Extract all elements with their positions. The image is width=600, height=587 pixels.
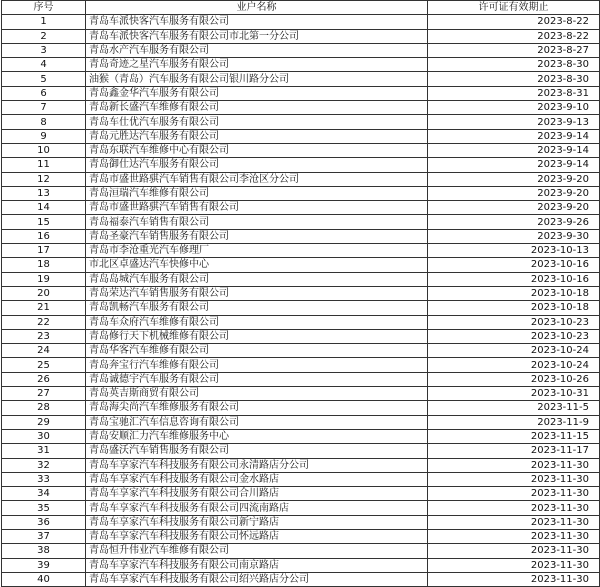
header-index: 序号	[2, 1, 86, 15]
row-index: 16	[2, 229, 86, 243]
row-license-expiry: 2023-9-26	[428, 215, 600, 229]
table-row	[2, 129, 600, 143]
row-business-name: 青岛车享家汽车科技服务有限公司绍兴路店分公司	[86, 572, 428, 586]
table-row	[2, 86, 600, 100]
table-row	[2, 301, 600, 315]
row-index: 22	[2, 315, 86, 329]
table-row	[2, 429, 600, 443]
row-license-expiry: 2023-11-30	[428, 501, 600, 515]
row-business-name: 油猴（青岛）汽车服务有限公司银川路分公司	[86, 72, 428, 86]
row-license-expiry: 2023-11-30	[428, 572, 600, 586]
row-business-name: 青岛英吉斯商贸有限公司	[86, 387, 428, 401]
row-business-name: 青岛华客汽车维修有限公司	[86, 344, 428, 358]
row-index: 20	[2, 286, 86, 300]
row-index: 4	[2, 58, 86, 72]
row-index: 21	[2, 301, 86, 315]
row-index: 38	[2, 544, 86, 558]
row-index: 36	[2, 515, 86, 529]
row-license-expiry: 2023-10-16	[428, 272, 600, 286]
row-business-name: 青岛市盛世路骐汽车销售有限公司	[86, 201, 428, 215]
table-body	[2, 15, 600, 587]
row-business-name: 青岛车享家汽车科技服务有限公司四流南路店	[86, 501, 428, 515]
row-license-expiry: 2023-10-18	[428, 301, 600, 315]
row-business-name: 青岛水产汽车服务有限公司	[86, 43, 428, 57]
row-index: 25	[2, 358, 86, 372]
table-row	[2, 229, 600, 243]
table-row	[2, 387, 600, 401]
table-row	[2, 29, 600, 43]
row-business-name: 青岛奔宝行汽车维修有限公司	[86, 358, 428, 372]
row-index: 3	[2, 43, 86, 57]
row-index: 29	[2, 415, 86, 429]
row-business-name: 市北区卓盛达汽车快修中心	[86, 258, 428, 272]
row-license-expiry: 2023-8-30	[428, 72, 600, 86]
row-index: 28	[2, 401, 86, 415]
table-row	[2, 544, 600, 558]
row-business-name: 青岛车众府汽车维修有限公司	[86, 315, 428, 329]
row-index: 8	[2, 115, 86, 129]
row-business-name: 青岛元胜达汽车服务有限公司	[86, 129, 428, 143]
row-index: 27	[2, 387, 86, 401]
table-row	[2, 458, 600, 472]
table-row	[2, 186, 600, 200]
row-license-expiry: 2023-8-30	[428, 58, 600, 72]
row-license-expiry: 2023-10-18	[428, 286, 600, 300]
row-license-expiry: 2023-10-23	[428, 329, 600, 343]
row-business-name: 青岛盛沃汽车销售服务有限公司	[86, 444, 428, 458]
row-business-name: 青岛车派快客汽车服务有限公司	[86, 15, 428, 29]
row-index: 5	[2, 72, 86, 86]
row-license-expiry: 2023-9-20	[428, 172, 600, 186]
row-license-expiry: 2023-10-13	[428, 244, 600, 258]
row-license-expiry: 2023-10-16	[428, 258, 600, 272]
table-row	[2, 315, 600, 329]
row-index: 26	[2, 372, 86, 386]
table-row	[2, 558, 600, 572]
row-index: 23	[2, 329, 86, 343]
row-business-name: 青岛洹瑞汽车维修有限公司	[86, 186, 428, 200]
table-row	[2, 372, 600, 386]
row-index: 35	[2, 501, 86, 515]
row-license-expiry: 2023-10-24	[428, 358, 600, 372]
row-index: 1	[2, 15, 86, 29]
row-license-expiry: 2023-11-9	[428, 415, 600, 429]
row-business-name: 青岛市李沧重光汽车修理厂	[86, 244, 428, 258]
row-business-name: 青岛海尖尚汽车维修服务有限公司	[86, 401, 428, 415]
row-license-expiry: 2023-9-30	[428, 229, 600, 243]
header-row	[2, 1, 600, 15]
row-license-expiry: 2023-9-14	[428, 143, 600, 157]
row-business-name: 青岛市盛世路骐汽车销售有限公司李沧区分公司	[86, 172, 428, 186]
row-index: 37	[2, 529, 86, 543]
row-index: 10	[2, 143, 86, 157]
table-row	[2, 286, 600, 300]
table-row	[2, 472, 600, 486]
table-row	[2, 487, 600, 501]
row-license-expiry: 2023-11-30	[428, 515, 600, 529]
row-license-expiry: 2023-8-27	[428, 43, 600, 57]
row-index: 33	[2, 472, 86, 486]
row-license-expiry: 2023-9-20	[428, 186, 600, 200]
row-index: 15	[2, 215, 86, 229]
row-business-name: 青岛圣豪汽车销售服务有限公司	[86, 229, 428, 243]
row-business-name: 青岛御仕达汽车服务有限公司	[86, 158, 428, 172]
row-business-name: 青岛宝驰汇汽车信息咨询有限公司	[86, 415, 428, 429]
license-table	[1, 0, 600, 587]
row-index: 13	[2, 186, 86, 200]
row-license-expiry: 2023-11-30	[428, 558, 600, 572]
row-index: 12	[2, 172, 86, 186]
table-row	[2, 272, 600, 286]
table-row	[2, 172, 600, 186]
table-row	[2, 515, 600, 529]
table-row	[2, 344, 600, 358]
row-license-expiry: 2023-8-31	[428, 86, 600, 100]
row-index: 32	[2, 458, 86, 472]
table-row	[2, 401, 600, 415]
row-index: 31	[2, 444, 86, 458]
table-row	[2, 529, 600, 543]
table-row	[2, 58, 600, 72]
row-index: 40	[2, 572, 86, 586]
row-license-expiry: 2023-8-22	[428, 15, 600, 29]
row-license-expiry: 2023-11-30	[428, 529, 600, 543]
table-row	[2, 444, 600, 458]
row-index: 17	[2, 244, 86, 258]
row-license-expiry: 2023-11-30	[428, 472, 600, 486]
row-index: 39	[2, 558, 86, 572]
row-license-expiry: 2023-10-24	[428, 344, 600, 358]
row-business-name: 青岛鑫金华汽车服务有限公司	[86, 86, 428, 100]
table-row	[2, 15, 600, 29]
row-business-name: 青岛修行天下机械维修有限公司	[86, 329, 428, 343]
header-business-name: 业户名称	[86, 1, 428, 15]
row-business-name: 青岛恒升伟业汽车维修有限公司	[86, 544, 428, 558]
row-business-name: 青岛车派快客汽车服务有限公司市北第一分公司	[86, 29, 428, 43]
row-license-expiry: 2023-8-22	[428, 29, 600, 43]
row-license-expiry: 2023-10-26	[428, 372, 600, 386]
row-license-expiry: 2023-10-23	[428, 315, 600, 329]
row-index: 2	[2, 29, 86, 43]
table-row	[2, 115, 600, 129]
row-business-name: 青岛车享家汽车科技服务有限公司怀远路店	[86, 529, 428, 543]
row-business-name: 青岛东联汽车维修中心有限公司	[86, 143, 428, 157]
row-license-expiry: 2023-9-10	[428, 101, 600, 115]
row-index: 19	[2, 272, 86, 286]
table-row	[2, 215, 600, 229]
row-business-name: 青岛车享家汽车科技服务有限公司金水路店	[86, 472, 428, 486]
row-index: 7	[2, 101, 86, 115]
row-business-name: 青岛岛城汽车服务有限公司	[86, 272, 428, 286]
row-business-name: 青岛新长盛汽车维修有限公司	[86, 101, 428, 115]
row-business-name: 青岛福泰汽车销售有限公司	[86, 215, 428, 229]
row-index: 14	[2, 201, 86, 215]
row-license-expiry: 2023-11-30	[428, 544, 600, 558]
row-license-expiry: 2023-9-13	[428, 115, 600, 129]
table-row	[2, 72, 600, 86]
row-index: 30	[2, 429, 86, 443]
row-business-name: 青岛车享家汽车科技服务有限公司南京路店	[86, 558, 428, 572]
row-business-name: 青岛车享家汽车科技服务有限公司永清路店分公司	[86, 458, 428, 472]
row-business-name: 青岛安顺汇力汽车维修服务中心	[86, 429, 428, 443]
row-business-name: 青岛车享家汽车科技服务有限公司新宁路店	[86, 515, 428, 529]
table-row	[2, 101, 600, 115]
row-license-expiry: 2023-10-31	[428, 387, 600, 401]
row-license-expiry: 2023-11-15	[428, 429, 600, 443]
table-row	[2, 501, 600, 515]
row-index: 18	[2, 258, 86, 272]
header-license-expiry: 许可证有效期止	[428, 1, 600, 15]
row-index: 34	[2, 487, 86, 501]
table-row	[2, 143, 600, 157]
row-index: 6	[2, 86, 86, 100]
row-business-name: 青岛车仕优汽车服务有限公司	[86, 115, 428, 129]
row-license-expiry: 2023-9-14	[428, 129, 600, 143]
row-index: 24	[2, 344, 86, 358]
row-license-expiry: 2023-11-17	[428, 444, 600, 458]
row-license-expiry: 2023-11-30	[428, 487, 600, 501]
row-business-name: 青岛凯畅汽车服务有限公司	[86, 301, 428, 315]
table-row	[2, 358, 600, 372]
table-row	[2, 329, 600, 343]
row-license-expiry: 2023-11-30	[428, 458, 600, 472]
row-license-expiry: 2023-9-14	[428, 158, 600, 172]
table-row	[2, 43, 600, 57]
row-business-name: 青岛诚德宇汽车服务有限公司	[86, 372, 428, 386]
table-row	[2, 201, 600, 215]
table-row	[2, 244, 600, 258]
table-row	[2, 572, 600, 586]
table-row	[2, 258, 600, 272]
row-index: 11	[2, 158, 86, 172]
row-index: 9	[2, 129, 86, 143]
row-business-name: 青岛车享家汽车科技服务有限公司合川路店	[86, 487, 428, 501]
table-row	[2, 158, 600, 172]
table-row	[2, 415, 600, 429]
row-license-expiry: 2023-11-5	[428, 401, 600, 415]
row-license-expiry: 2023-9-20	[428, 201, 600, 215]
row-business-name: 青岛荣达汽车销售服务有限公司	[86, 286, 428, 300]
row-business-name: 青岛奇迹之星汽车服务有限公司	[86, 58, 428, 72]
